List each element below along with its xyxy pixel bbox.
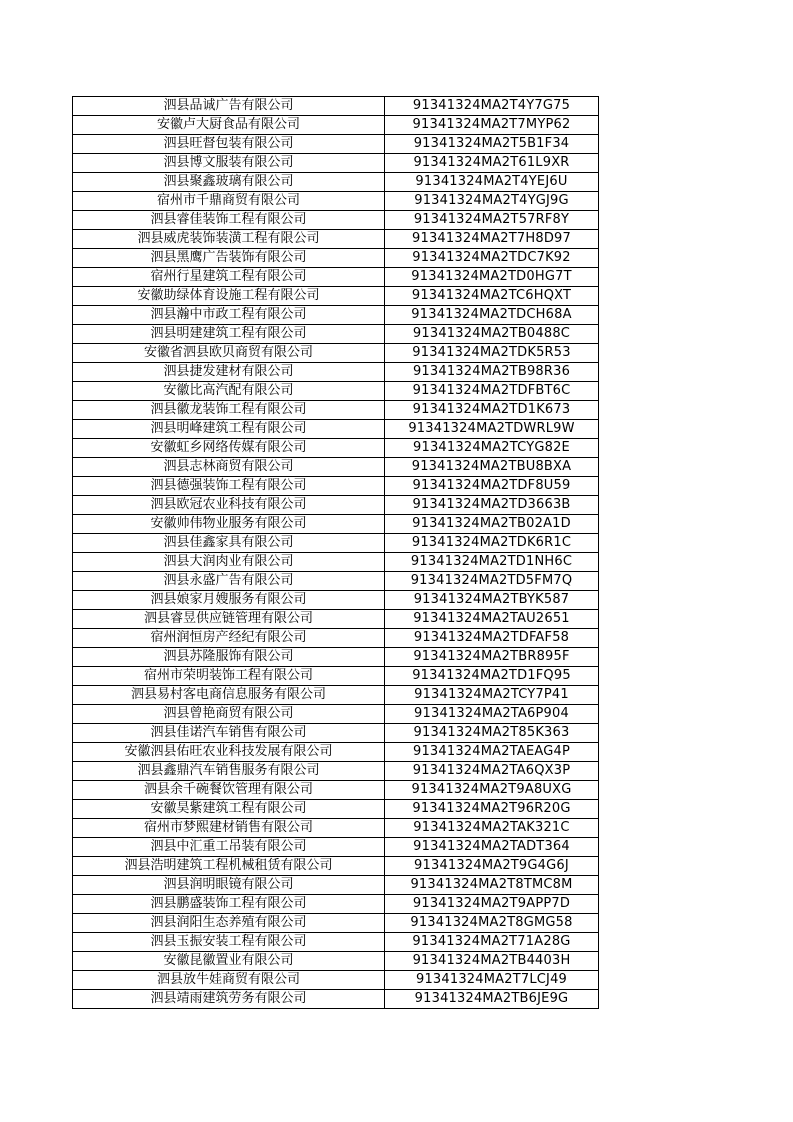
- table-row: [73, 667, 599, 686]
- company-name-cell: 泗县佳鑫家具有限公司: [73, 534, 385, 553]
- table-row: [73, 857, 599, 876]
- table-row: [73, 458, 599, 477]
- company-name-cell: 泗县黑鹰广告装饰有限公司: [73, 249, 385, 268]
- company-name-cell: 泗县永盛广告有限公司: [73, 572, 385, 591]
- company-name-cell: 泗县徽龙装饰工程有限公司: [73, 401, 385, 420]
- credit-code-cell: 91341324MA2TBU8BXA: [385, 458, 599, 477]
- table-row: [73, 553, 599, 572]
- company-name-cell: 安徽泗县佑旺农业科技发展有限公司: [73, 743, 385, 762]
- table-row: [73, 781, 599, 800]
- table-row: [73, 287, 599, 306]
- table-row: [73, 515, 599, 534]
- table-row: [73, 914, 599, 933]
- table-row: [73, 952, 599, 971]
- company-name-cell: 泗县佳诺汽车销售有限公司: [73, 724, 385, 743]
- company-registry-table: [72, 96, 599, 1009]
- company-name-cell: 泗县大润肉业有限公司: [73, 553, 385, 572]
- company-name-cell: 泗县瀚中市政工程有限公司: [73, 306, 385, 325]
- company-name-cell: 泗县苏隆服饰有限公司: [73, 648, 385, 667]
- credit-code-cell: 91341324MA2TDF8U59: [385, 477, 599, 496]
- company-name-cell: 泗县德强装饰工程有限公司: [73, 477, 385, 496]
- company-name-cell: 泗县余千碗餐饮管理有限公司: [73, 781, 385, 800]
- credit-code-cell: 91341324MA2TBR895F: [385, 648, 599, 667]
- table-row: [73, 610, 599, 629]
- table-row: [73, 344, 599, 363]
- table-row: [73, 838, 599, 857]
- credit-code-cell: 91341324MA2TDFBT6C: [385, 382, 599, 401]
- table-row: [73, 895, 599, 914]
- company-name-cell: 泗县威虎装饰装潢工程有限公司: [73, 230, 385, 249]
- credit-code-cell: 91341324MA2TC6HQXT: [385, 287, 599, 306]
- table-row: [73, 363, 599, 382]
- credit-code-cell: 91341324MA2TDK5R53: [385, 344, 599, 363]
- table-row: [73, 591, 599, 610]
- credit-code-cell: 91341324MA2T4YGJ9G: [385, 192, 599, 211]
- company-name-cell: 泗县靖雨建筑劳务有限公司: [73, 990, 385, 1009]
- company-name-cell: 泗县品诚广告有限公司: [73, 97, 385, 116]
- company-name-cell: 安徽虹乡网络传媒有限公司: [73, 439, 385, 458]
- table-row: [73, 382, 599, 401]
- company-name-cell: 泗县睿昱供应链管理有限公司: [73, 610, 385, 629]
- credit-code-cell: 91341324MA2TB4403H: [385, 952, 599, 971]
- table-row: [73, 534, 599, 553]
- company-name-cell: 泗县润阳生态养殖有限公司: [73, 914, 385, 933]
- table-row: [73, 211, 599, 230]
- credit-code-cell: 91341324MA2TA6P904: [385, 705, 599, 724]
- credit-code-cell: 91341324MA2TAK321C: [385, 819, 599, 838]
- table-row: [73, 154, 599, 173]
- company-name-cell: 泗县睿佳装饰工程有限公司: [73, 211, 385, 230]
- company-name-cell: 泗县娘家月嫂服务有限公司: [73, 591, 385, 610]
- table-row: [73, 819, 599, 838]
- company-name-cell: 安徽卢大厨食品有限公司: [73, 116, 385, 135]
- credit-code-cell: 91341324MA2T9G4G6J: [385, 857, 599, 876]
- table-row: [73, 325, 599, 344]
- company-name-cell: 泗县志林商贸有限公司: [73, 458, 385, 477]
- company-name-cell: 泗县玉振安装工程有限公司: [73, 933, 385, 952]
- credit-code-cell: 91341324MA2TD3663B: [385, 496, 599, 515]
- credit-code-cell: 91341324MA2TDCH68A: [385, 306, 599, 325]
- company-name-cell: 宿州市梦熙建材销售有限公司: [73, 819, 385, 838]
- company-name-cell: 宿州行星建筑工程有限公司: [73, 268, 385, 287]
- credit-code-cell: 91341324MA2TAU2651: [385, 610, 599, 629]
- table-row: [73, 116, 599, 135]
- table-row: [73, 743, 599, 762]
- credit-code-cell: 91341324MA2T8GMG58: [385, 914, 599, 933]
- credit-code-cell: 91341324MA2T4Y7G75: [385, 97, 599, 116]
- credit-code-cell: 91341324MA2TADT364: [385, 838, 599, 857]
- credit-code-cell: 91341324MA2TBYK587: [385, 591, 599, 610]
- company-name-cell: 泗县捷发建材有限公司: [73, 363, 385, 382]
- table-row: [73, 477, 599, 496]
- table-row: [73, 173, 599, 192]
- credit-code-cell: 91341324MA2TB02A1D: [385, 515, 599, 534]
- table-row: [73, 268, 599, 287]
- table-row: [73, 971, 599, 990]
- credit-code-cell: 91341324MA2T7MYP62: [385, 116, 599, 135]
- credit-code-cell: 91341324MA2TB6JE9G: [385, 990, 599, 1009]
- company-name-cell: 泗县博文服装有限公司: [73, 154, 385, 173]
- company-name-cell: 安徽助绿体育设施工程有限公司: [73, 287, 385, 306]
- table-row: [73, 97, 599, 116]
- credit-code-cell: 91341324MA2TD1FQ95: [385, 667, 599, 686]
- company-name-cell: 泗县欧冠农业科技有限公司: [73, 496, 385, 515]
- table-row: [73, 800, 599, 819]
- company-name-cell: 泗县旺督包装有限公司: [73, 135, 385, 154]
- table-row: [73, 686, 599, 705]
- credit-code-cell: 91341324MA2TDC7K92: [385, 249, 599, 268]
- table-row: [73, 724, 599, 743]
- table-row: [73, 933, 599, 952]
- company-name-cell: 安徽省泗县欧贝商贸有限公司: [73, 344, 385, 363]
- credit-code-cell: 91341324MA2TB98R36: [385, 363, 599, 382]
- table-row: [73, 572, 599, 591]
- company-name-cell: 安徽帅伟物业服务有限公司: [73, 515, 385, 534]
- credit-code-cell: 91341324MA2TA6QX3P: [385, 762, 599, 781]
- credit-code-cell: 91341324MA2TCY7P41: [385, 686, 599, 705]
- company-name-cell: 宿州市千鼎商贸有限公司: [73, 192, 385, 211]
- credit-code-cell: 91341324MA2T9APP7D: [385, 895, 599, 914]
- company-name-cell: 安徽昆徽置业有限公司: [73, 952, 385, 971]
- credit-code-cell: 91341324MA2TDFAF58: [385, 629, 599, 648]
- credit-code-cell: 91341324MA2TCYG82E: [385, 439, 599, 458]
- company-name-cell: 泗县放牛娃商贸有限公司: [73, 971, 385, 990]
- table-row: [73, 230, 599, 249]
- table-row: [73, 629, 599, 648]
- credit-code-cell: 91341324MA2T96R20G: [385, 800, 599, 819]
- credit-code-cell: 91341324MA2T57RF8Y: [385, 211, 599, 230]
- company-name-cell: 泗县曾艳商贸有限公司: [73, 705, 385, 724]
- company-name-cell: 安徽昊紫建筑工程有限公司: [73, 800, 385, 819]
- credit-code-cell: 91341324MA2TAEAG4P: [385, 743, 599, 762]
- table-row: [73, 420, 599, 439]
- credit-code-cell: 91341324MA2T61L9XR: [385, 154, 599, 173]
- company-name-cell: 泗县中汇重工吊装有限公司: [73, 838, 385, 857]
- table-row: [73, 401, 599, 420]
- credit-code-cell: 91341324MA2TDWRL9W: [385, 420, 599, 439]
- table-row: [73, 990, 599, 1009]
- company-name-cell: 泗县聚鑫玻璃有限公司: [73, 173, 385, 192]
- credit-code-cell: 91341324MA2TDK6R1C: [385, 534, 599, 553]
- company-name-cell: 泗县浩明建筑工程机械租赁有限公司: [73, 857, 385, 876]
- company-name-cell: 安徽比高汽配有限公司: [73, 382, 385, 401]
- credit-code-cell: 91341324MA2T9A8UXG: [385, 781, 599, 800]
- credit-code-cell: 91341324MA2T71A28G: [385, 933, 599, 952]
- table-row: [73, 705, 599, 724]
- table-row: [73, 306, 599, 325]
- credit-code-cell: 91341324MA2T4YEJ6U: [385, 173, 599, 192]
- credit-code-cell: 91341324MA2T7LCJ49: [385, 971, 599, 990]
- credit-code-cell: 91341324MA2T5B1F34: [385, 135, 599, 154]
- table-row: [73, 876, 599, 895]
- credit-code-cell: 91341324MA2T8TMC8M: [385, 876, 599, 895]
- company-name-cell: 宿州市荣明装饰工程有限公司: [73, 667, 385, 686]
- credit-code-cell: 91341324MA2TD1NH6C: [385, 553, 599, 572]
- registry-table-body: [73, 97, 599, 1009]
- credit-code-cell: 91341324MA2TB0488C: [385, 325, 599, 344]
- company-name-cell: 泗县明峰建筑工程有限公司: [73, 420, 385, 439]
- table-row: [73, 249, 599, 268]
- credit-code-cell: 91341324MA2TD1K673: [385, 401, 599, 420]
- table-row: [73, 135, 599, 154]
- credit-code-cell: 91341324MA2T85K363: [385, 724, 599, 743]
- table-row: [73, 439, 599, 458]
- credit-code-cell: 91341324MA2TD0HG7T: [385, 268, 599, 287]
- company-name-cell: 泗县鹏盛装饰工程有限公司: [73, 895, 385, 914]
- company-name-cell: 泗县润明眼镜有限公司: [73, 876, 385, 895]
- table-row: [73, 192, 599, 211]
- company-name-cell: 泗县明建建筑工程有限公司: [73, 325, 385, 344]
- company-name-cell: 宿州润恒房产经纪有限公司: [73, 629, 385, 648]
- table-row: [73, 496, 599, 515]
- company-name-cell: 泗县鑫鼎汽车销售服务有限公司: [73, 762, 385, 781]
- credit-code-cell: 91341324MA2TD5FM7Q: [385, 572, 599, 591]
- credit-code-cell: 91341324MA2T7H8D97: [385, 230, 599, 249]
- company-name-cell: 泗县易村客电商信息服务有限公司: [73, 686, 385, 705]
- table-row: [73, 648, 599, 667]
- table-row: [73, 762, 599, 781]
